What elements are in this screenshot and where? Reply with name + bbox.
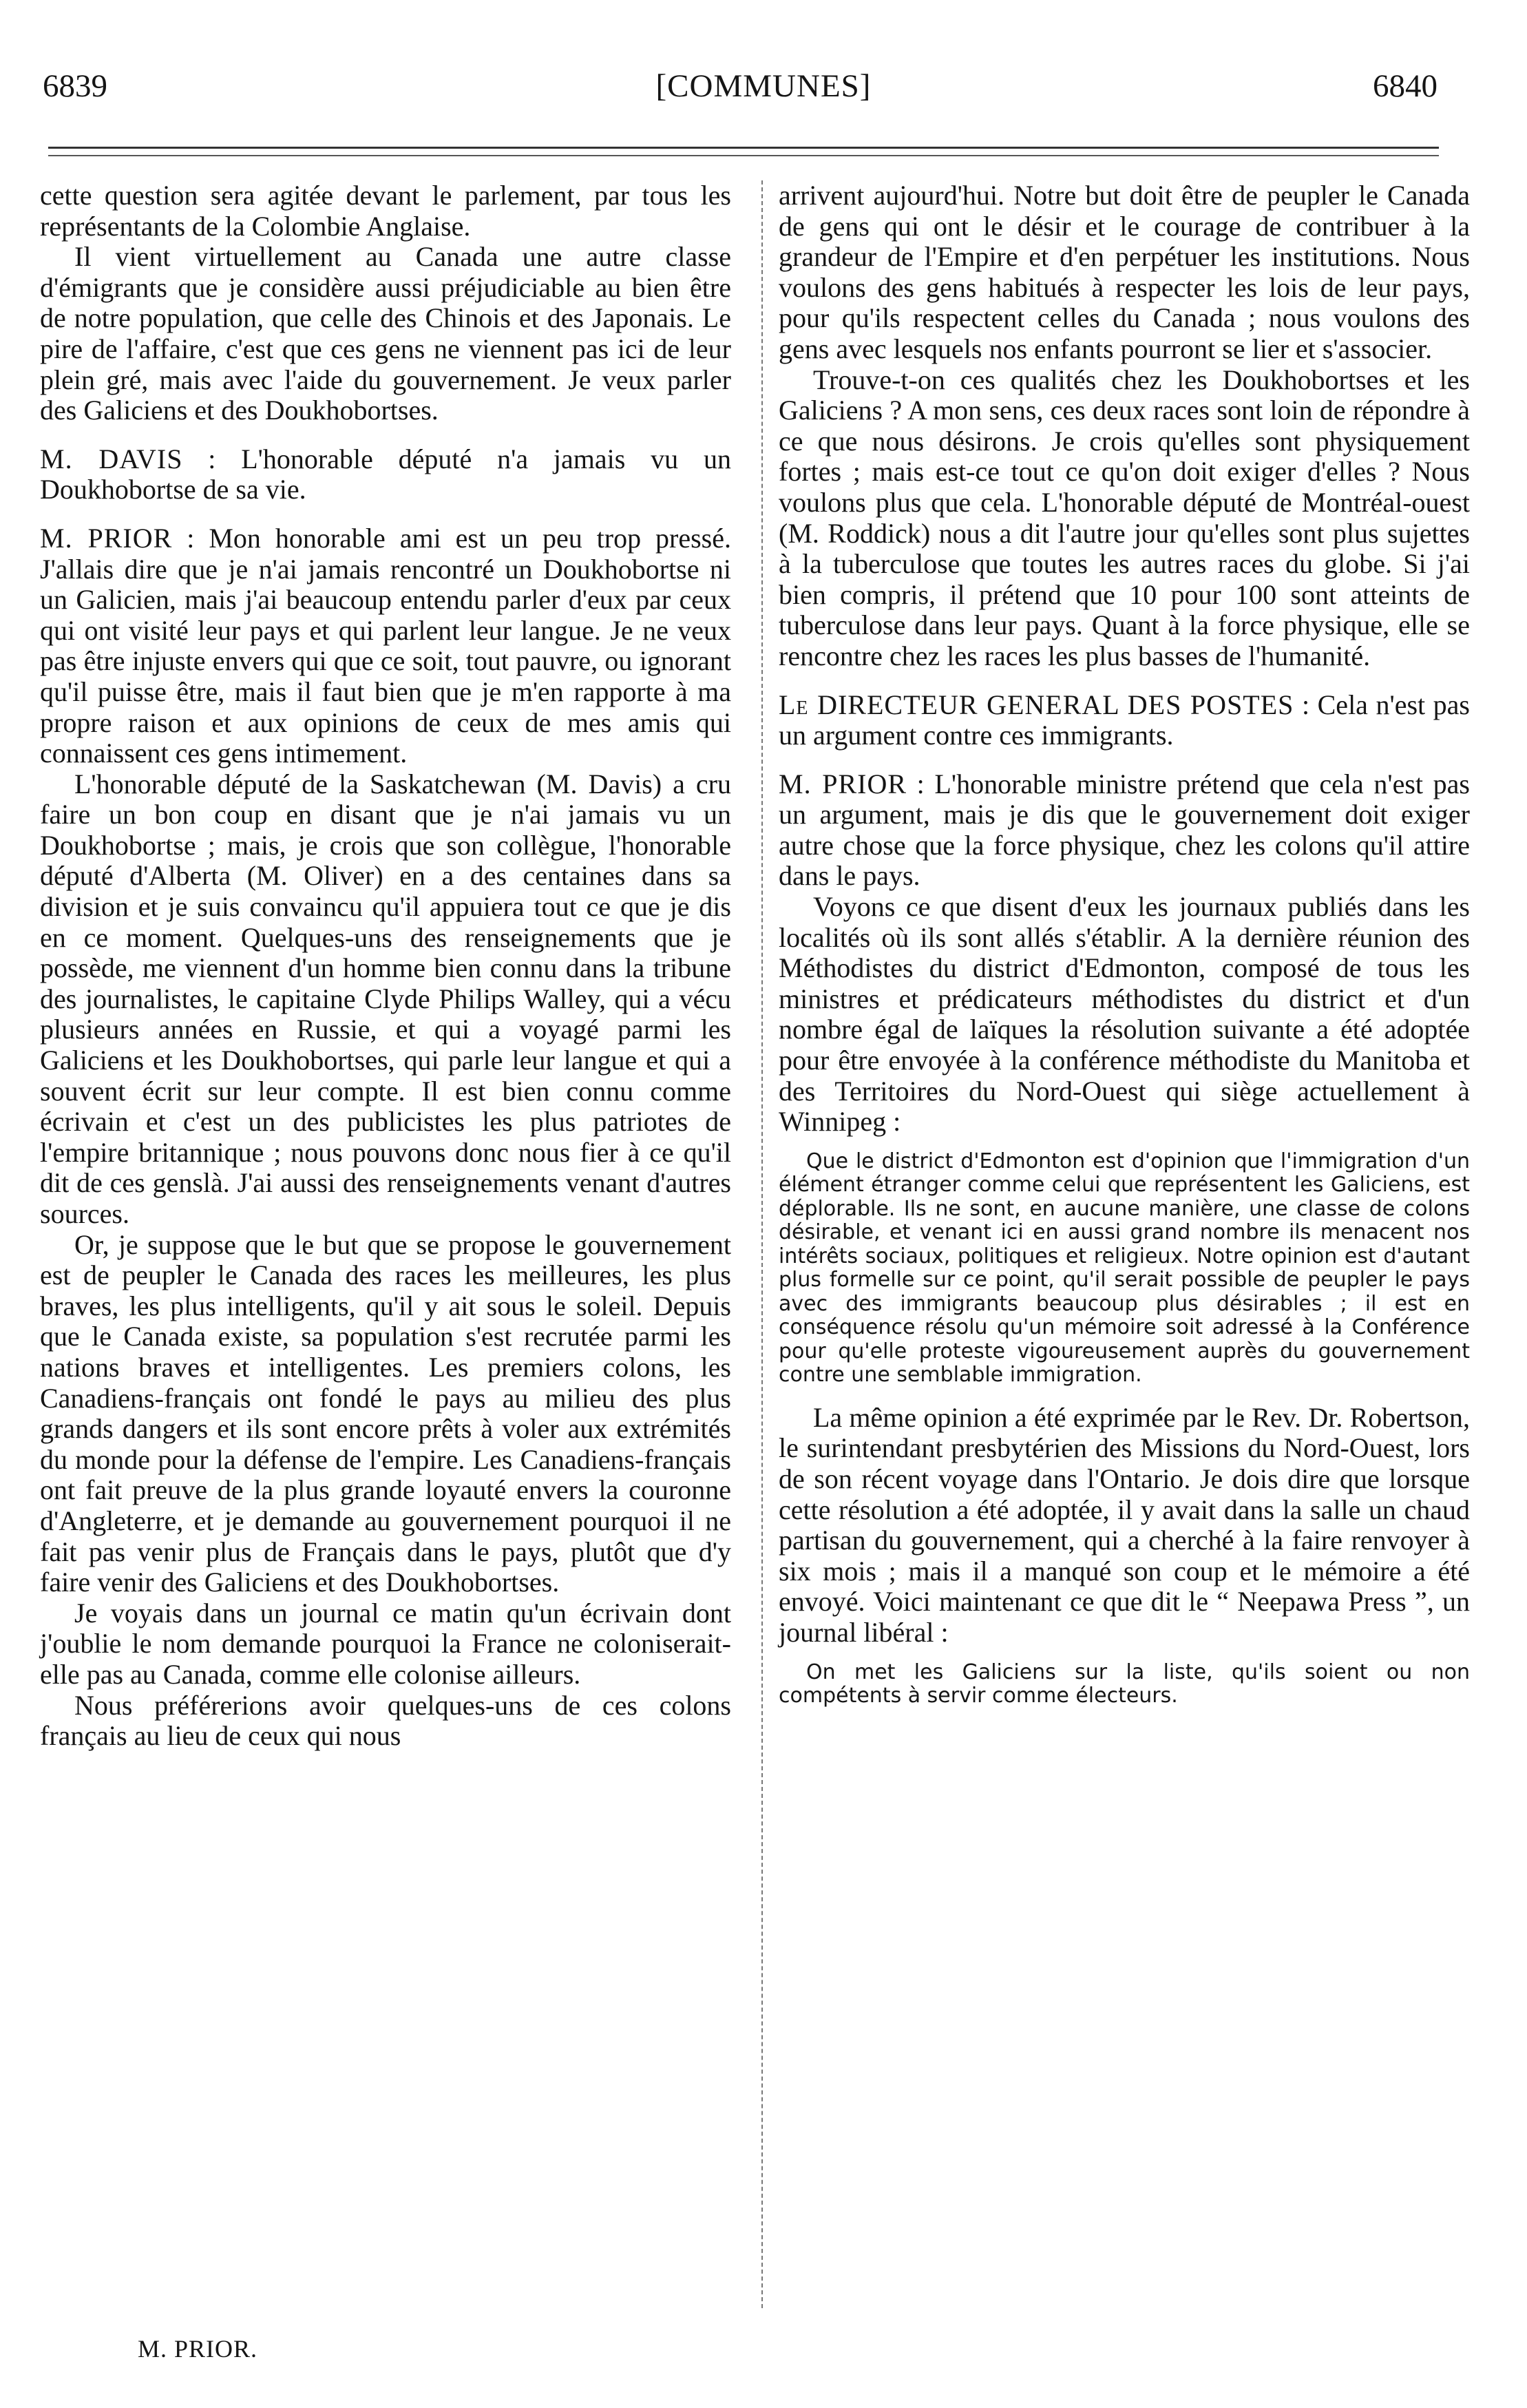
speech-text: : Cela n'est pas un argument contre ces immigrants. — [779, 689, 1470, 751]
speaker-name: M. PRIOR — [40, 522, 173, 554]
paragraph: Je voyais dans un journal ce matin qu'un écrivain dont j'oublie le nom demande pourquoi la France ne coloniserait-elle pas au Canada, comme elle colonise ailleurs. — [40, 1597, 731, 1690]
page-header — [0, 65, 1527, 127]
page-number-right: 6840 — [1373, 68, 1438, 104]
speech-text: : L'honorable ministre prétend que cela n'est pas un argument, mais je dis que le gouvernement doit exiger autre chose que la force physique, chez les colons qu'il attire dans le pays. — [779, 768, 1470, 892]
column-divider — [761, 180, 763, 2308]
page-number-left: 6839 — [43, 68, 107, 104]
speech-text: : Mon honorable ami est un peu trop pressé. J'allais dire que je n'ai jamais rencontré un Doukhobortse ni un Galicien, mais j'ai beaucoup entendu parler d'eux par ceux qui ont visité leur pays et qui parlent leur langue. Je ne veux pas être injuste envers qui que ce soit, tout pauvre, ou ignorant qu'il puisse être, mais il faut bien que je m'en rapporte à ma propre raison et aux opinions de ceux de mes amis qui connaissent ces gens intimement. — [40, 522, 731, 769]
quoted-resolution: Que le district d'Edmonton est d'opinion que l'immigration d'un élément étranger comme celui que représentent les Galiciens, est déplorable. Ils ne sont, en aucune manière, une classe de colons désirable, et venant ici en aussi grand nombre ils menacent nos intérêts sociaux, politiques et religieux. Notre opinion est d'autant plus formelle sur ce point, qu'il serait possible de peupler le pays avec des immigrants beaucoup plus désirables ; il est en conséquence résolu qu'un mémoire soit adressé à la Conférence pour qu'elle proteste vigoureusement auprès du gouvernement contre une semblable immigration. — [779, 1149, 1470, 1388]
left-column — [40, 180, 731, 1752]
paragraph: Trouve-t-on ces qualités chez les Doukhobortses et les Galiciens ? A mon sens, ces deux races sont loin de répondre à ce que nous désirons. Je crois qu'elles sont physiquement fortes ; mais est-ce tout ce qu'on doit exiger d'elles ? Nous voulons plus que cela. L'honorable député de Montréal-ouest (M. Roddick) nous a dit l'autre jour qu'elles sont plus sujettes à la tuberculose que toutes les autres races du globe. Si j'ai bien compris, il prétend que 10 pour 100 sont atteints de tuberculose dans leur pays. Quant à la force physique, elle se rencontre chez les races les plus basses de l'humanité. — [779, 364, 1470, 671]
speech-prior — [779, 769, 1470, 892]
paragraph: Il vient virtuellement au Canada une autre classe d'émigrants que je considère aussi préjudiciable au bien être de notre population, que celle des Chinois et des Japonais. Le pire de l'affaire, c'est que ces gens ne viennent pas ici de leur plein gré, mais avec l'aide du gouvernement. Je veux parler des Galiciens et des Doukhobortses. — [40, 241, 731, 426]
speaker-name: M. DAVIS — [40, 443, 183, 474]
footer-speaker: M. PRIOR. — [138, 2335, 258, 2363]
paragraph: Or, je suppose que le but que se propose le gouvernement est de peupler le Canada des races les meilleures, les plus braves, les plus intelligents, qu'il y ait sous le soleil. Depuis que le Canada existe, sa population s'est recrutée parmi les nations braves et intelligentes. Les premiers colons, les Canadiens-français ont fondé le pays au milieu des plus grands dangers et ils sont encore prêts à voler aux extrémités du monde pour la défense de l'empire. Les Canadiens-français ont fait preuve de la plus grande loyauté envers la couronne d'Angleterre, et je demande au gouvernement pourquoi il ne fait pas venir plus de Français dans le pays, plutôt que d'y faire venir des Galiciens et des Doukhobortses. — [40, 1228, 731, 1598]
paragraph: Voyons ce que disent d'eux les journaux publiés dans les localités où ils sont allés s'établir. A la dernière réunion des Méthodistes du district d'Edmonton, composé de tous les ministres et prédicateurs méthodistes du district et d'un nombre égal de laïques la résolution suivante a été adoptée pour être envoyée à la conférence méthodiste du Manitoba et des Territoires du Nord-Ouest qui siège actuellement à Winnipeg : — [779, 891, 1470, 1138]
quoted-newspaper: On met les Galiciens sur la liste, qu'ils soient ou non compétents à servir comme électeurs. — [779, 1660, 1470, 1708]
speaker-name: Le DIRECTEUR GENERAL DES POSTES — [779, 689, 1294, 720]
paragraph: cette question sera agitée devant le parlement, par tous les représentants de la Colombie Anglaise. — [40, 180, 731, 242]
paragraph: L'honorable député de la Saskatchewan (M. Davis) a cru faire un bon coup en disant que je n'ai jamais vu un Doukhobortse ; mais, je crois que son collègue, l'honorable député d'Alberta (M. Oliver) en a des centaines dans sa division et je suis convaincu qu'il appuiera tout ce que je dis en ce moment. Quelques-uns des renseignements que je possède, me viennent d'un homme bien connu dans la tribune des journalistes, le capitaine Clyde Philips Walley, qui a vécu plusieurs années en Russie, et qui a voyagé parmi les Galiciens et les Doukhobortses, qui parle leur langue et qui a souvent écrit sur leur compte. Il est bien connu comme écrivain et c'est un des publicistes les plus patriotes de l'empire britannique ; nous pouvons donc nous fier à ce qu'il dit de ces genslà. J'ai aussi des renseignements venant d'autres sources. — [40, 768, 731, 1229]
speaker-name: M. PRIOR — [779, 768, 907, 799]
speech-prior — [40, 523, 731, 769]
right-column — [779, 180, 1470, 1724]
header-rule — [48, 147, 1439, 149]
running-title: [COMMUNES] — [655, 68, 872, 104]
paragraph: Nous préférerions avoir quelques-uns de ces colons français au lieu de ceux qui nous — [40, 1689, 731, 1752]
paragraph: La même opinion a été exprimée par le Rev. Dr. Robertson, le surintendant presbytérien des Missions du Nord-Ouest, lors de son récent voyage dans l'Ontario. Je dois dire que lorsque cette résolution a été adoptée, il y avait dans la salle un chaud partisan du gouvernement, qui a cherché à la faire renvoyer à six mois ; mais il a manqué son coup et le mémoire a été envoyé. Voici maintenant ce que dit le “ Neepawa Press ”, un journal libéral : — [779, 1401, 1470, 1648]
paragraph: arrivent aujourd'hui. Notre but doit être de peupler le Canada de gens qui ont le désir et le courage de contribuer à la grandeur de l'Empire et d'en perpétuer les institutions. Nous voulons des gens habitués à respecter les lois de leur pays, pour qu'ils respectent celles du Canada ; nous voulons des gens avec lesquels nos enfants pourront se lier et s'associer. — [779, 180, 1470, 364]
speech-davis — [40, 444, 731, 505]
speech-text: : L'honorable député n'a jamais vu un Doukhobortse de sa vie. — [40, 443, 731, 505]
speech-postmaster-general — [779, 690, 1470, 751]
header-rule-thin — [48, 155, 1439, 156]
